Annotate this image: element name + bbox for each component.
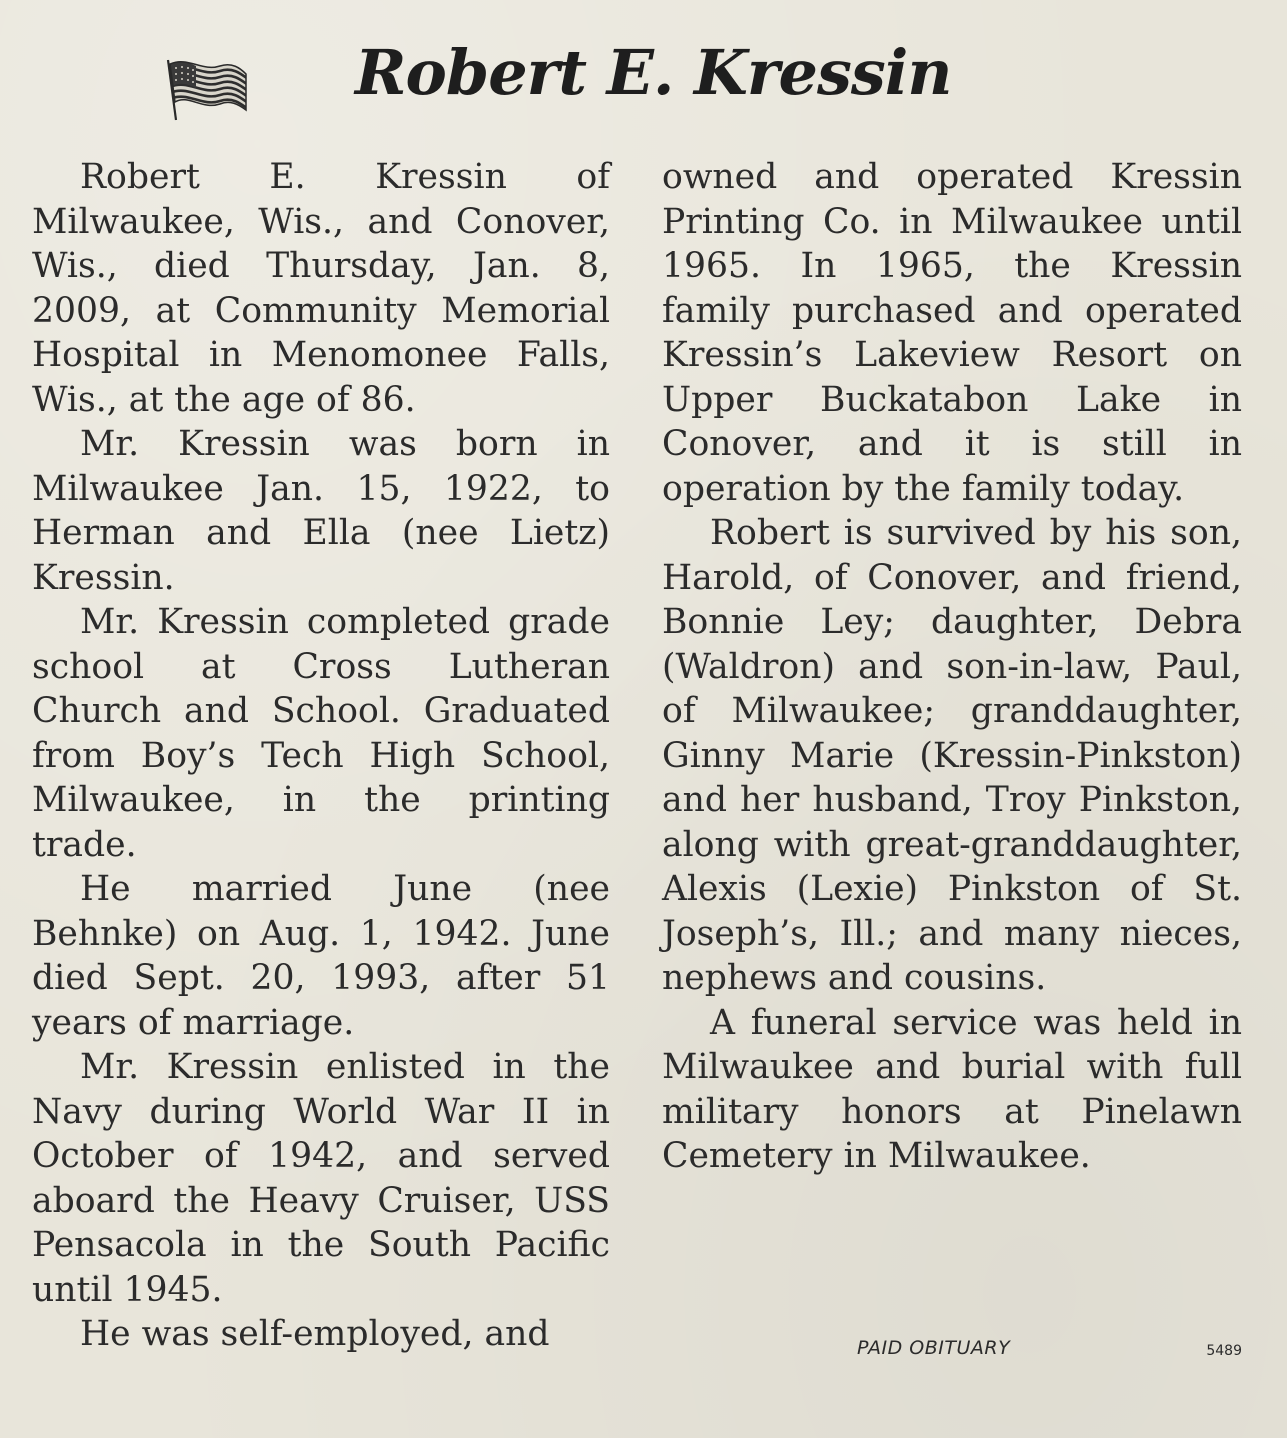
ad-number: 5489 (1206, 1343, 1242, 1359)
paragraph-career-start: He was self-employed, and (80, 1314, 550, 1354)
paragraph-survivors: Robert is survived by his son, Harold, of Conover, and friend, Bonnie Ley; daughter, Debra (Waldron) and son-in-law, Paul, of Milwaukee; granddaughter, Ginny Marie (Kressin-Pinkston) and her husband, Troy Pinkston, along with great-granddaughter, Alexis (Lexie) Pinkston of St. Joseph’s, Ill.; and many nieces, nephews and cousins. (662, 513, 1242, 998)
paragraph-career-continued: owned and operated Kressin Printing Co. in Milwaukee until 1965. In 1965, the Kressin family purchased and operated Kressin’s Lakeview Resort on Upper Buckatabon Lake in Conover, and it is still in operation by the family today. (662, 157, 1242, 509)
paragraph-death-notice: Robert E. Kressin of Milwaukee, Wis., and Conover, Wis., died Thursday, Jan. 8, 2009, at Community Memorial Hospital in Menomonee Falls, Wis., at the age of 86. (32, 157, 610, 420)
left-column (32, 155, 610, 1357)
paragraph-funeral: A funeral service was held in Milwaukee and burial with full military honors at Pinelawn Cemetery in Milwaukee. (662, 1002, 1242, 1176)
obituary-header (0, 30, 1287, 130)
american-flag-icon (158, 52, 250, 122)
obituary-footer (662, 1335, 1242, 1375)
paragraph-education: Mr. Kressin completed grade school at Cross Lutheran Church and School. Graduated from Boy’s Tech High School, Milwaukee, in the printing trade. (32, 602, 610, 865)
paragraph-military-service: Mr. Kressin enlisted in the Navy during World War II in October of 1942, and served aboard the Heavy Cruiser, USS Pensacola in the South Pacific until 1945. (32, 1047, 610, 1310)
paid-obituary-label: PAID OBITUARY (857, 1337, 1011, 1359)
paragraph-marriage: He married June (nee Behnke) on Aug. 1, 1942. June died Sept. 20, 1993, after 51 years of marriage. (32, 869, 610, 1043)
right-column (662, 155, 1242, 1179)
obituary-title: Robert E. Kressin (355, 36, 952, 109)
paragraph-birth: Mr. Kressin was born in Milwaukee Jan. 15, 1922, to Herman and Ella (nee Lietz) Kressin. (32, 424, 610, 598)
